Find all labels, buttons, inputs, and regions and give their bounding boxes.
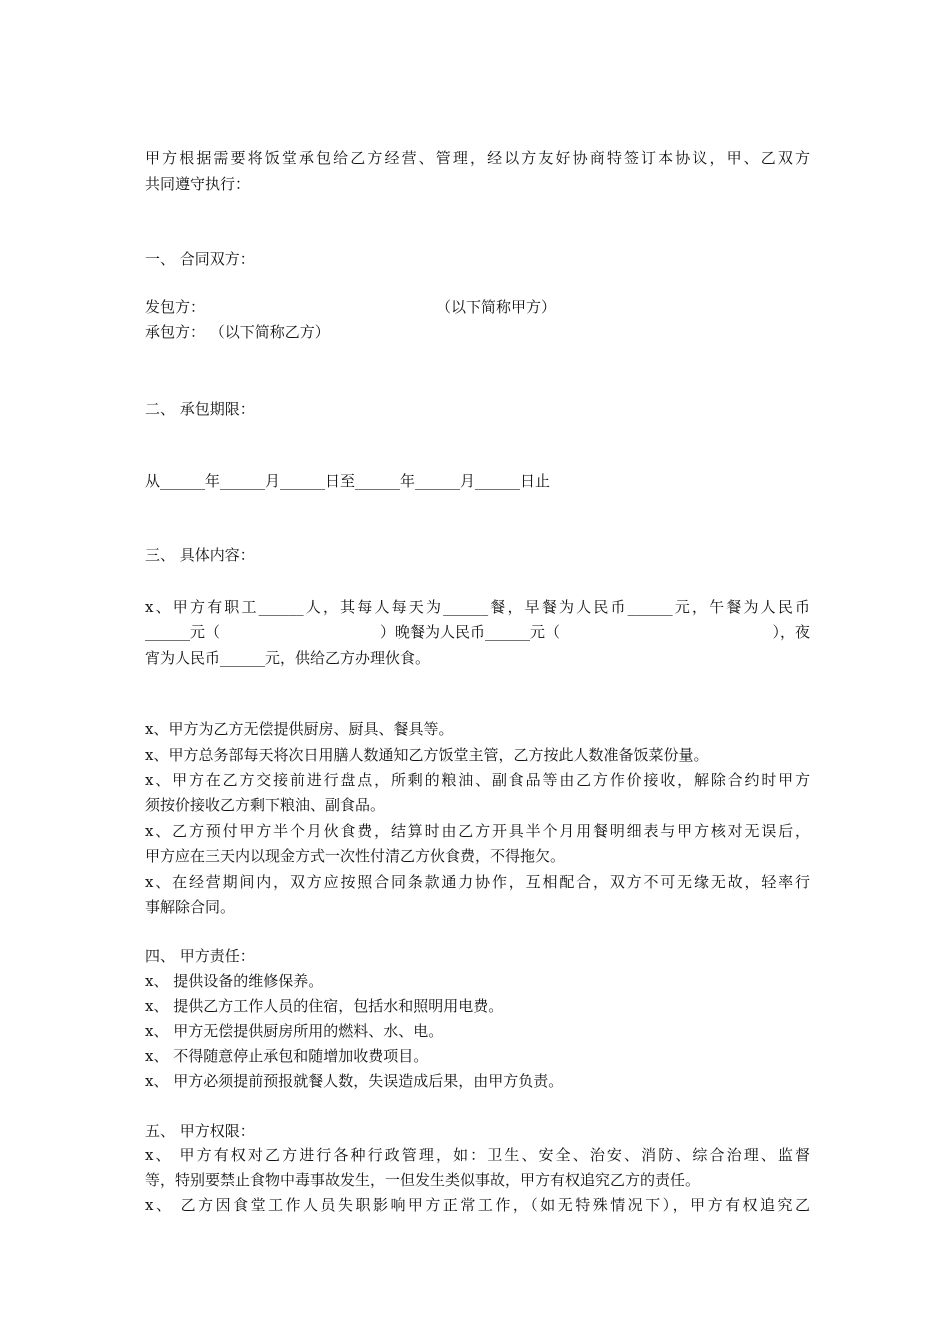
authority-item: x、 甲方有权对乙方进行各种行政管理，如：卫生、安全、治安、消防、综合治理、监督 — [145, 1146, 810, 1164]
intro-line-1: 甲方根据需要将饭堂承包给乙方经营、管理，经以方友好协商特签订本协议，甲、乙双方 — [145, 149, 810, 167]
content-item-line: 事解除合同。 — [145, 898, 236, 916]
section-1-heading: 一、 合同双方： — [145, 250, 255, 268]
content-item-line: x、在经营期间内，双方应按照合同条款通力协作，互相配合，双方不可无缘无故，轻率行 — [145, 873, 810, 891]
content-item-line: 甲方应在三天内以现金方式一次性付清乙方伙食费，不得拖欠。 — [145, 847, 566, 865]
content-item-1-line-3: 宵为人民币______元，供给乙方办理伙食。 — [145, 649, 431, 667]
chengbao-line: 承包方： （以下简称乙方） — [145, 323, 330, 341]
responsibility-item: x、 甲方无偿提供厨房所用的燃料、水、电。 — [145, 1022, 444, 1040]
content-item-line: x、乙方预付甲方半个月伙食费，结算时由乙方开具半个月用餐明细表与甲方核对无误后， — [145, 822, 810, 840]
content-item-line: x、甲方总务部每天将次日用膳人数通知乙方饭堂主管，乙方按此人数准备饭菜份量。 — [145, 746, 709, 764]
responsibility-item: x、 不得随意停止承包和随增加收费项目。 — [145, 1047, 429, 1065]
contract-period: 从______年______月______日至______年______月______日止 — [145, 472, 551, 490]
section-4-heading: 四、 甲方责任： — [145, 947, 255, 965]
content-item-line: 须按价接收乙方剩下粮油、副食品。 — [145, 796, 386, 814]
fabao-label: 发包方： — [145, 298, 206, 316]
section-3-heading: 三、 具体内容： — [145, 546, 255, 564]
content-item-1-line-2a: ______元（ — [145, 623, 221, 641]
content-item-1-line-2b: ）晚餐为人民币______元（ — [380, 623, 561, 641]
responsibility-item: x、 甲方必须提前预报就餐人数，失误造成后果，由甲方负责。 — [145, 1072, 564, 1090]
section-2-heading: 二、 承包期限： — [145, 400, 255, 418]
intro-line-2: 共同遵守执行： — [145, 175, 251, 193]
responsibility-item: x、 提供乙方工作人员的住宿，包括水和照明用电费。 — [145, 997, 504, 1015]
section-5-heading: 五、 甲方权限： — [145, 1122, 255, 1140]
fabao-note: （以下简称甲方） — [436, 298, 557, 316]
responsibility-item: x、 提供设备的维修保养。 — [145, 972, 324, 990]
content-item-1-line-1: x、甲方有职工______人，其每人每天为______餐，早餐为人民币______元，午餐为人民币 — [145, 598, 810, 616]
authority-item: x、 乙方因食堂工作人员失职影响甲方正常工作，（如无特殊情况下），甲方有权追究乙 — [145, 1196, 810, 1214]
content-item-1-line-2c: ），夜 — [772, 623, 810, 641]
content-item-line: x、甲方为乙方无偿提供厨房、厨具、餐具等。 — [145, 720, 454, 738]
authority-item: 等，特别要禁止食物中毒事故发生，一但发生类似事故，甲方有权追究乙方的责任。 — [145, 1171, 701, 1189]
content-item-line: x、甲方在乙方交接前进行盘点，所剩的粮油、副食品等由乙方作价接收，解除合约时甲方 — [145, 771, 810, 789]
